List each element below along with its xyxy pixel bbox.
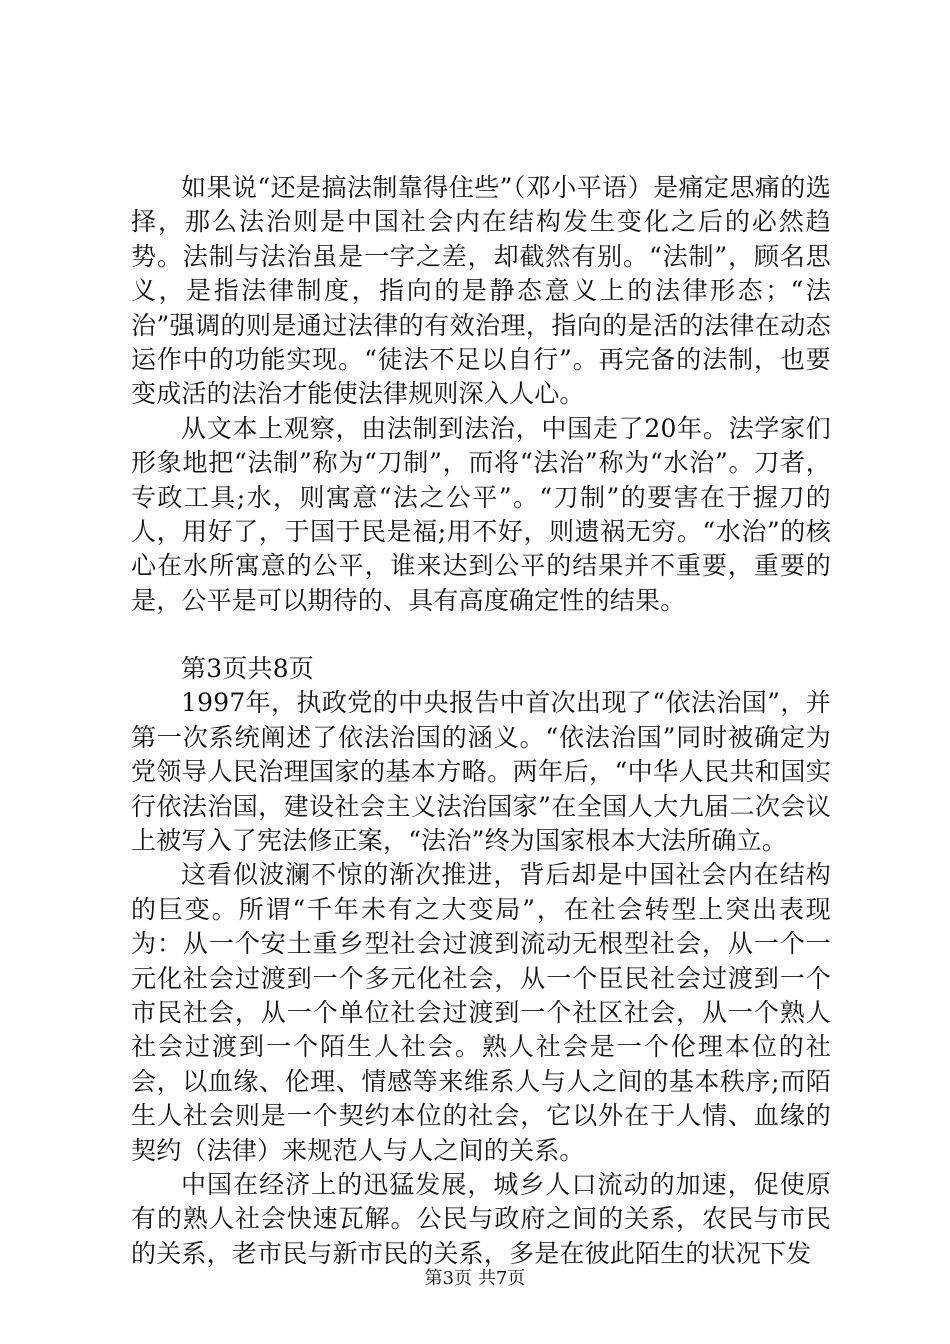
paragraph-1997-rule-of-law: 1997年，执政党的中央报告中首次出现了“依法治国”，并第一次系统阐述了依法治国的涵义。“依法治国”同时被确定为党领导人民治理国家的基本方略。两年后，“中华人民共和国实行依法治国，建设社会主义法治国家”在全国人大九届二次会议上被写入了宪法修正案，“法治”终为国家根本大法所确立。 <box>131 688 831 855</box>
paragraph-fazhi-vs-fazhi: 如果说“还是搞法制靠得住些”（邓小平语）是痛定思痛的选择，那么法治则是中国社会内在结构发生变化之后的必然趋势。法制与法治虽是一字之差，却截然有别。“法制”，顾名思义，是指法律制度，指向的是静态意义上的法律形态；“法治”强调的则是通过法律的有效治理，指向的是活的法律在动态运作中的功能实现。“徒法不足以自行”。再完备的法制，也要变成活的法治才能使法律规则深入人心。 <box>131 173 831 409</box>
paragraph-dao-zhi-shui-zhi: 从文本上观察，由法制到法治，中国走了20年。法学家们形象地把“法制”称为“刀制”，而将“法治”称为“水治”。刀者，专政工具;水，则寓意“法之公平”。“刀制”的要害在于握刀的人，用好了，于国于民是福;用不好，则遗祸无穷。“水治”的核心在水所寓意的公平，谁来达到公平的结果并不重要，重要的是，公平是可以期待的、具有高度确定性的结果。 <box>131 413 831 615</box>
document-body <box>131 171 831 1271</box>
inline-page-marker: 第3页共8页 <box>181 654 315 684</box>
paragraph-social-transformation: 这看似波澜不惊的渐次推进，背后却是中国社会内在结构的巨变。所谓“千年未有之大变局”，在社会转型上突出表现为：从一个安土重乡型社会过渡到流动无根型社会，从一个一元化社会过渡到一个多元化社会，从一个臣民社会过渡到一个市民社会，从一个单位社会过渡到一个社区社会，从一个熟人社会过渡到一个陌生人社会。熟人社会是一个伦理本位的社会，以血缘、伦理、情感等来维系人与人之间的基本秩序;而陌生人社会则是一个契约本位的社会，它以外在于人情、血缘的契约（法律）来规范人与人之间的关系。 <box>131 860 831 1165</box>
paragraph-economic-development: 中国在经济上的迅猛发展，城乡人口流动的加速，促使原有的熟人社会快速瓦解。公民与政府之间的关系，农民与市民的关系，老市民与新市民的关系，多是在彼此陌生的状况下发 <box>131 1169 831 1268</box>
page-footer: 第3页 共7页 <box>424 1268 526 1289</box>
